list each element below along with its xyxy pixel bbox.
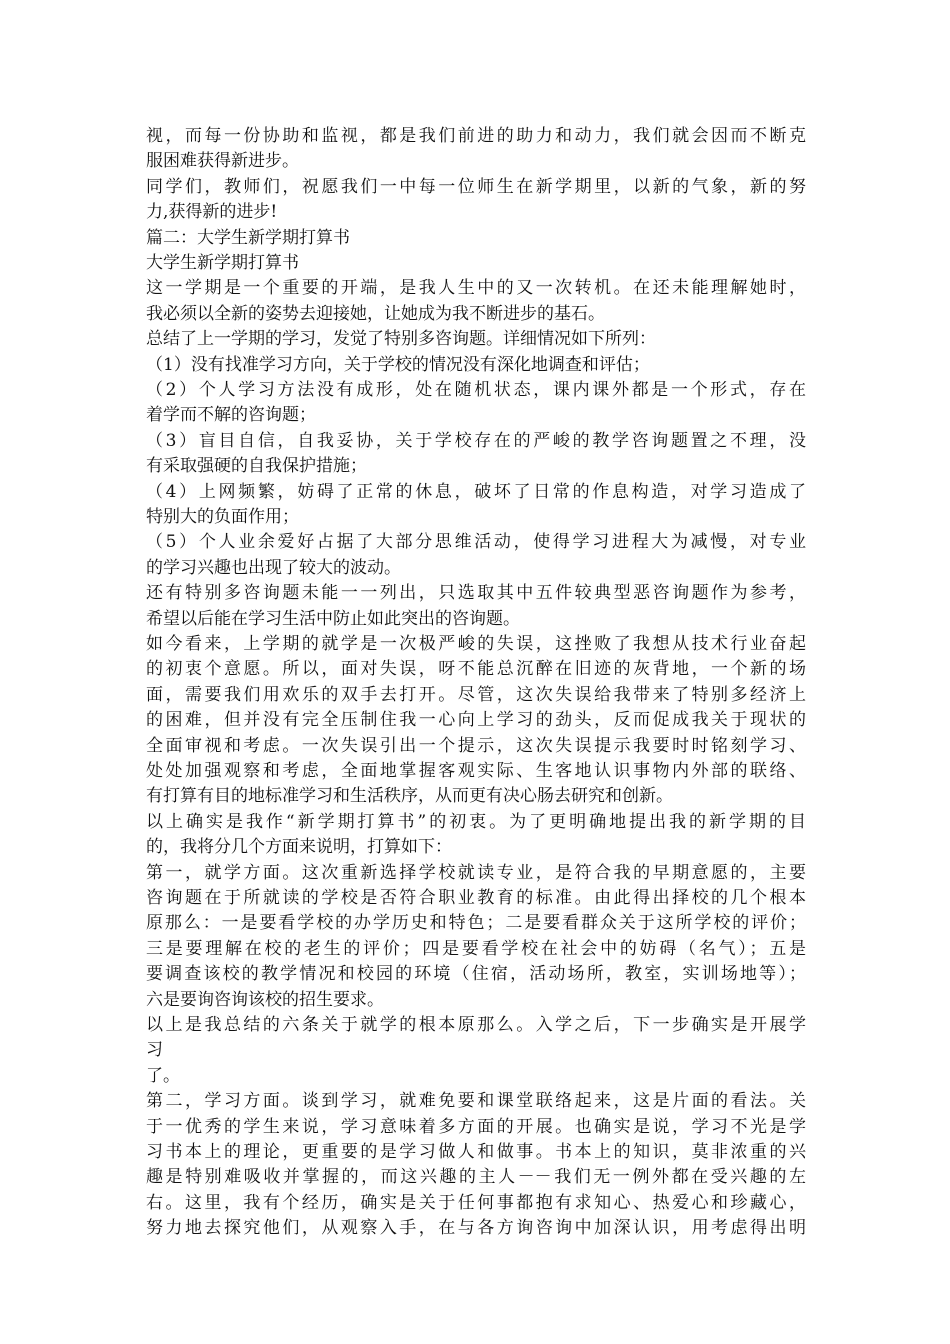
text-line: （4）上网频繁，妨碍了正常的休息，破坏了日常的作息构造，对学习造成了 <box>146 481 806 502</box>
text-line: 习 <box>146 1040 163 1061</box>
text-line: 三是要理解在校的老生的评价；四是要看学校在社会中的妨碍（名气）；五是 <box>146 938 806 959</box>
text-line: 这一学期是一个重要的开端，是我人生中的又一次转机。在还未能理解她时， <box>146 278 806 299</box>
text-line: 原那么：一是要看学校的办学历史和特色；二是要看群众关于这所学校的评价； <box>146 913 806 934</box>
text-line: 处处加强观察和考虑，全面地掌握客观实际、生客地认识事物内外部的联络、 <box>146 760 806 781</box>
text-line: 了。 <box>146 1065 180 1086</box>
text-line: 以上确实是我作“新学期打算书”的初衷。为了更明确地提出我的新学期的目 <box>146 811 806 832</box>
text-line: 第二，学习方面。谈到学习，就难免要和课堂联络起来，这是片面的看法。关 <box>146 1091 806 1112</box>
text-line: 有采取强硬的自我保护措施； <box>146 456 367 477</box>
document-body <box>146 124 806 1241</box>
text-line: 有打算有目的地标准学习和生活秩序，从而更有决心肠去研究和创新。 <box>146 786 673 807</box>
text-line: 的初衷个意愿。所以，面对失误，呀不能总沉醉在旧迹的灰背地，一个新的场 <box>146 659 806 680</box>
text-line: 右。这里，我有个经历，确实是关于任何事都抱有求知心、热爱心和珍藏心， <box>146 1192 806 1213</box>
text-line: （1）没有找准学习方向，关于学校的情况没有深化地调查和评估； <box>146 354 650 375</box>
text-line: 第一，就学方面。这次重新选择学校就读专业，是符合我的早期意愿的，主要 <box>146 862 806 883</box>
text-line: 全面审视和考虑。一次失误引出一个提示，这次失误提示我要时时铭刻学习、 <box>146 735 806 756</box>
text-line: 同学们，教师们，祝愿我们一中每一位师生在新学期里，以新的气象，新的努 <box>146 176 806 197</box>
text-line: 于一优秀的学生来说，学习意味着多方面的开展。也确实是说，学习不光是学 <box>146 1116 806 1137</box>
text-line: 的，我将分几个方面来说明，打算如下： <box>146 837 452 858</box>
text-line: 咨询题在于所就读的学校是否符合职业教育的标准。由此得出择校的几个根本 <box>146 887 806 908</box>
text-line: 的困难，但并没有完全压制住我一心向上学习的劲头，反而促成我关于现状的 <box>146 710 806 731</box>
text-line: 以上是我总结的六条关于就学的根本原那么。入学之后，下一步确实是开展学 <box>146 1014 806 1035</box>
text-line: 六是要询咨询该校的招生要求。 <box>146 989 384 1010</box>
text-line: 希望以后能在学习生活中防止如此突出的咨询题。 <box>146 608 520 629</box>
text-line: 还有特别多咨询题未能一一列出，只选取其中五件较典型恶咨询题作为参考， <box>146 583 806 604</box>
text-line: 大学生新学期打算书 <box>146 253 299 273</box>
text-line: 服困难获得新进步。 <box>146 151 299 172</box>
text-line: 趣是特别难吸收并掌握的，而这兴趣的主人－－我们无一例外都在受兴趣的左 <box>146 1167 806 1188</box>
text-line: 力,获得新的进步! <box>146 202 278 223</box>
text-line: 要调查该校的教学情况和校园的环境（住宿，活动场所，教室，实训场地等）； <box>146 964 806 985</box>
text-line: 着学而不解的咨询题； <box>146 405 316 426</box>
text-line: 的学习兴趣也出现了较大的波动。 <box>146 557 401 578</box>
text-line: 面，需要我们用欢乐的双手去打开。尽管，这次失误给我带来了特别多经济上 <box>146 684 806 705</box>
text-line: 如今看来，上学期的就学是一次极严峻的失误，这挫败了我想从技术行业奋起 <box>146 634 806 654</box>
text-line: 努力地去探究他们，从观察入手，在与各方询咨询中加深认识，用考虑得出明 <box>146 1218 806 1239</box>
text-line: 篇二：大学生新学期打算书 <box>146 227 350 248</box>
text-line: （5）个人业余爱好占据了大部分思维活动，使得学习进程大为减慢，对专业 <box>146 532 806 553</box>
text-line: 总结了上一学期的学习，发觉了特别多咨询题。详细情况如下所列： <box>146 329 656 350</box>
text-line: 特别大的负面作用； <box>146 507 299 527</box>
text-line: （2）个人学习方法没有成形，处在随机状态，课内课外都是一个形式，存在 <box>146 380 806 401</box>
text-line: （3）盲目自信，自我妥协，关于学校存在的严峻的教学咨询题置之不理，没 <box>146 430 806 451</box>
text-line: 我必须以全新的姿势去迎接她，让她成为我不断进步的基石。 <box>146 303 605 324</box>
text-line: 视，而每一份协助和监视，都是我们前进的助力和动力，我们就会因而不断克 <box>146 126 806 146</box>
text-line: 习书本上的理论，更重要的是学习做人和做事。书本上的知识，莫非浓重的兴 <box>146 1141 806 1162</box>
